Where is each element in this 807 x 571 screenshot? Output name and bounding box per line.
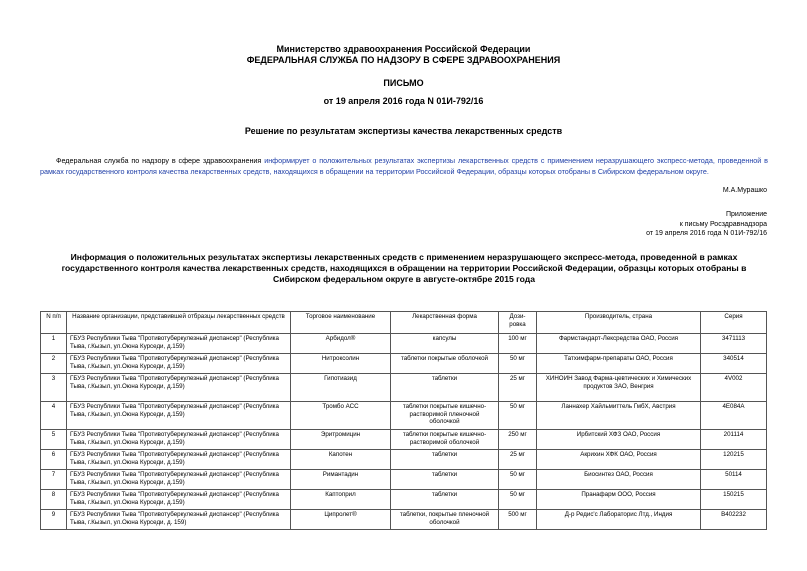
cell-manufacturer: Ирбитский ХФЗ ОАО, Россия — [537, 430, 701, 450]
cell-trade-name: Тромбо АСС — [291, 402, 391, 430]
cell-series: 120215 — [701, 450, 767, 470]
table-row — [41, 450, 767, 470]
cell-number: 3 — [41, 374, 67, 402]
cell-series: 4V002 — [701, 374, 767, 402]
column-header: Название организации, представившей отбразцы лекарственных средств — [67, 312, 291, 334]
document-subject: Решение по результатам экспертизы качества лекарственных средств — [244, 126, 563, 136]
cell-dose: 50 мг — [499, 354, 537, 374]
service-name: ФЕДЕРАЛЬНАЯ СЛУЖБА ПО НАДЗОРУ В СФЕРЕ ЗДРАВООХРАНЕНИЯ — [246, 55, 561, 65]
cell-trade-name: Эритромицин — [291, 430, 391, 450]
cell-manufacturer: Акрихин ХФК ОАО, Россия — [537, 450, 701, 470]
column-header: N п/п — [41, 312, 67, 334]
cell-manufacturer: Ланнахер Хайльмиттель ГмбХ, Австрия — [537, 402, 701, 430]
cell-organization: ГБУЗ Республики Тыва "Противотуберкулезный диспансер" (Республика Тыва, г.Кызыл, ул.Оюна Курседи, д.159) — [67, 402, 291, 430]
column-header: Производитель, страна — [537, 312, 701, 334]
table-row — [41, 490, 767, 510]
cell-dose: 100 мг — [499, 334, 537, 354]
signature: М.А.Мурашко — [722, 187, 767, 194]
cell-dosage-form: таблетки покрытые оболочкой — [391, 354, 499, 374]
cell-series: 3471113 — [701, 334, 767, 354]
info-title: Информация о положительных результатах экспертизы лекарственных средств с применением неразрушающего экспресс-метода, проведенной в рамках государственного контроля качества лекарственных средств, находящихся в обращении на территории Российской Федерации, образцы которых отобраны в Сибирском федеральном округе в августе-октябре 2015 года — [61, 252, 747, 284]
cell-dosage-form: таблетки — [391, 450, 499, 470]
table-row — [41, 470, 767, 490]
cell-number: 2 — [41, 354, 67, 374]
cell-trade-name: Каптоприл — [291, 490, 391, 510]
table-row — [41, 374, 767, 402]
cell-series: 50114 — [701, 470, 767, 490]
cell-series: 201114 — [701, 430, 767, 450]
cell-trade-name: Римантадин — [291, 470, 391, 490]
column-header: Серия — [701, 312, 767, 334]
cell-organization: ГБУЗ Республики Тыва "Противотуберкулезный диспансер" (Республика Тыва, г.Кызыл, ул.Оюна Курседи, д.159) — [67, 450, 291, 470]
intro-lead: Федеральная служба по надзору в сфере здравоохранения — [56, 156, 265, 165]
cell-trade-name: Гипотиазид — [291, 374, 391, 402]
intro-paragraph — [40, 155, 768, 177]
cell-trade-name: Нитроксолин — [291, 354, 391, 374]
cell-dosage-form: таблетки покрытые кишечно-растворимой пленочной оболочкой — [391, 402, 499, 430]
cell-organization: ГБУЗ Республики Тыва "Противотуберкулезный диспансер" (Республика Тыва, г.Кызыл, ул.Оюна Курседи, д. 159) — [67, 510, 291, 530]
cell-series: 150215 — [701, 490, 767, 510]
column-header: Лекарственная форма — [391, 312, 499, 334]
cell-dosage-form: таблетки — [391, 374, 499, 402]
cell-dosage-form: таблетки, покрытые пленочной оболочкой — [391, 510, 499, 530]
cell-series: 4E084A — [701, 402, 767, 430]
cell-dose: 500 мг — [499, 510, 537, 530]
cell-dose: 50 мг — [499, 490, 537, 510]
cell-dosage-form: таблетки покрытые кишечно-растворимой оболочкой — [391, 430, 499, 450]
appendix-line-1: Приложение — [725, 211, 767, 218]
cell-dose: 25 мг — [499, 450, 537, 470]
table-row — [41, 430, 767, 450]
cell-organization: ГБУЗ Республики Тыва "Противотуберкулезный диспансер" (Республика Тыва, г.Кызыл, ул.Оюна Курседи, д.159) — [67, 354, 291, 374]
cell-number: 6 — [41, 450, 67, 470]
document-type: ПИСЬМО — [383, 78, 424, 88]
cell-manufacturer: Фармстандарт-Лексредства ОАО, Россия — [537, 334, 701, 354]
results-table — [40, 311, 767, 530]
cell-manufacturer: Пранафарм ООО, Россия — [537, 490, 701, 510]
cell-series: B402232 — [701, 510, 767, 530]
cell-manufacturer: Татхимфарм-препараты ОАО, Россия — [537, 354, 701, 374]
cell-dose: 50 мг — [499, 402, 537, 430]
cell-organization: ГБУЗ Республики Тыва "Противотуберкулезный диспансер" (Республика Тыва, г.Кызыл, ул.Оюна Курседи, д.159) — [67, 430, 291, 450]
cell-dose: 50 мг — [499, 470, 537, 490]
document-date: от 19 апреля 2016 года N 01И-792/16 — [323, 96, 484, 106]
column-header: Торговое наименование — [291, 312, 391, 334]
cell-dosage-form: капсулы — [391, 334, 499, 354]
table-header-row — [41, 312, 767, 334]
intro-link-text[interactable]: информирует о положительных результатах экспертизы лекарственных средств с применением неразрушающего экспресс-метода, проведенной в рамках государственного контроля качества лекарственных средств, находящихся в обращении на территории Российской Федерации, образцы которых отобраны в Сибирском федеральном округе. — [40, 156, 768, 176]
column-header: Дози-ровка — [499, 312, 537, 334]
cell-manufacturer: ХИНОИН Завод Фарма-цевтических и Химических продуктов ЗАО, Венгрия — [537, 374, 701, 402]
table-row — [41, 510, 767, 530]
cell-dosage-form: таблетки — [391, 470, 499, 490]
appendix-line-3: от 19 апреля 2016 года N 01И-792/16 — [646, 230, 767, 237]
cell-number: 9 — [41, 510, 67, 530]
cell-organization: ГБУЗ Республики Тыва "Противотуберкулезный диспансер" (Республика Тыва, г.Кызыл, ул.Оюна Курседи, д.159) — [67, 490, 291, 510]
cell-trade-name: Арбидол® — [291, 334, 391, 354]
appendix-note — [646, 210, 767, 239]
cell-number: 4 — [41, 402, 67, 430]
cell-organization: ГБУЗ Республики Тыва "Противотуберкулезный диспансер" (Республика Тыва, г.Кызыл, ул.Оюна Курседи, д.159) — [67, 334, 291, 354]
cell-dosage-form: таблетки — [391, 490, 499, 510]
cell-dose: 250 мг — [499, 430, 537, 450]
table-row — [41, 354, 767, 374]
cell-organization: ГБУЗ Республики Тыва "Противотуберкулезный диспансер" (Республика Тыва, г.Кызыл, ул.Оюна Курседи, д.159) — [67, 470, 291, 490]
cell-number: 7 — [41, 470, 67, 490]
table-row — [41, 334, 767, 354]
table-row — [41, 402, 767, 430]
cell-manufacturer: Биосинтез ОАО, Россия — [537, 470, 701, 490]
cell-trade-name: Капотен — [291, 450, 391, 470]
cell-manufacturer: Д-р Редис'с Лабораторис Лтд., Индия — [537, 510, 701, 530]
ministry-name: Министерство здравоохранения Российской Федерации — [276, 44, 531, 54]
cell-number: 1 — [41, 334, 67, 354]
cell-number: 8 — [41, 490, 67, 510]
cell-number: 5 — [41, 430, 67, 450]
cell-dose: 25 мг — [499, 374, 537, 402]
appendix-line-2: к письму Росздравнадзора — [679, 220, 767, 228]
cell-series: 340514 — [701, 354, 767, 374]
cell-trade-name: Ципролет® — [291, 510, 391, 530]
cell-organization: ГБУЗ Республики Тыва "Противотуберкулезный диспансер" (Республика Тыва, г.Кызыл, ул.Оюна Курседи, д.159) — [67, 374, 291, 402]
